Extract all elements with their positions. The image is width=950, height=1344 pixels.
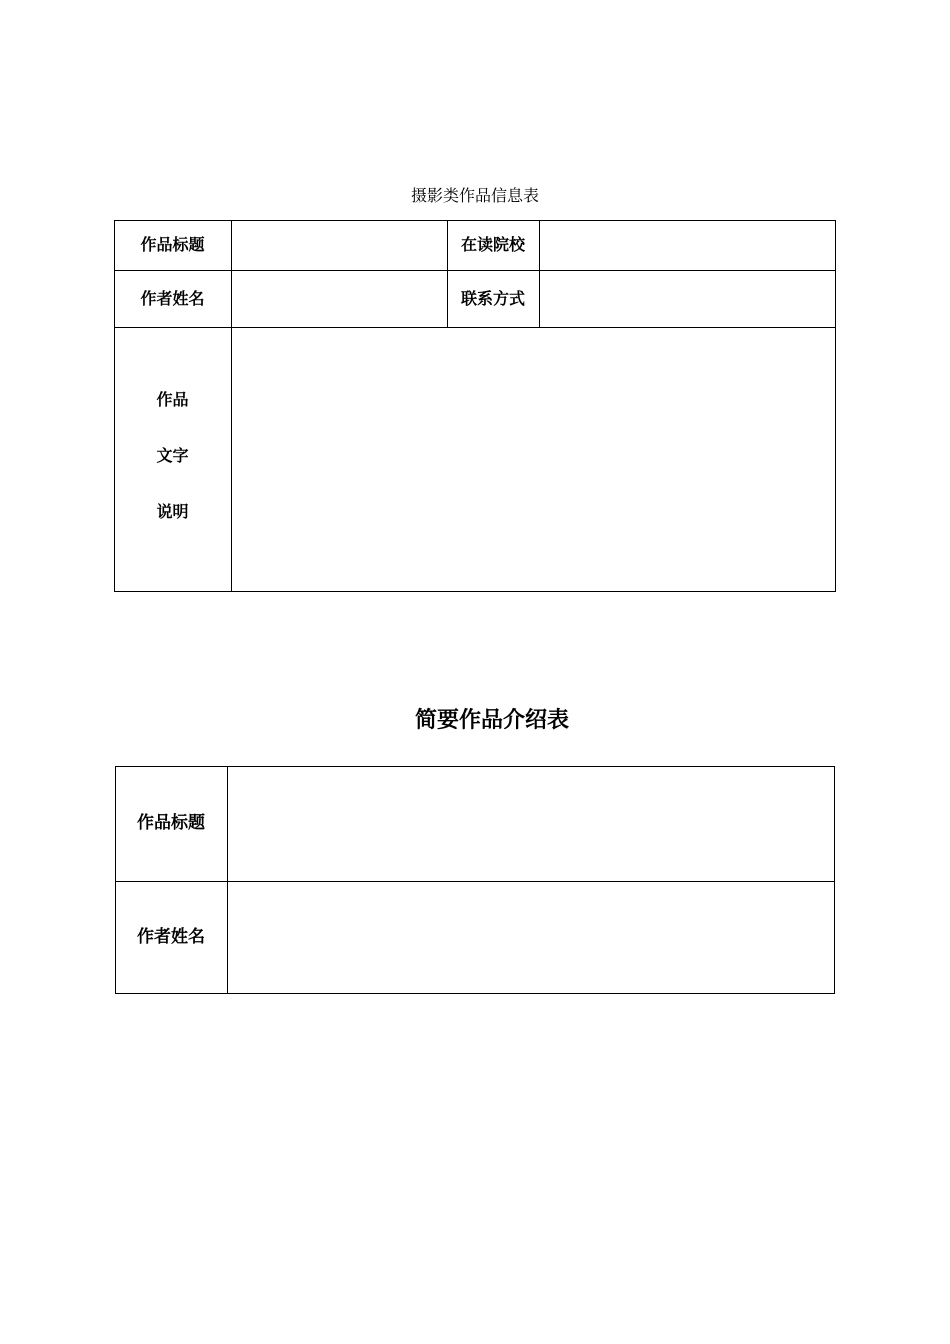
school-label: 在读院校 bbox=[460, 235, 525, 254]
form2-work-title-label: 作品标题 bbox=[137, 813, 205, 833]
description-label-line1: 作品 bbox=[156, 390, 189, 409]
form2-work-title-field[interactable] bbox=[228, 767, 834, 881]
form2-author-label: 作者姓名 bbox=[137, 927, 205, 947]
description-label-line3: 说明 bbox=[156, 502, 189, 521]
description-field[interactable] bbox=[232, 328, 835, 591]
author-label: 作者姓名 bbox=[140, 289, 205, 308]
work-title-label: 作品标题 bbox=[140, 235, 205, 254]
contact-field[interactable] bbox=[540, 271, 835, 327]
contact-label: 联系方式 bbox=[460, 289, 525, 308]
school-field[interactable] bbox=[540, 221, 835, 270]
form2-author-field[interactable] bbox=[228, 882, 834, 993]
work-title-field[interactable] bbox=[232, 221, 447, 270]
form2-title: 简要作品介绍表 bbox=[414, 708, 569, 733]
form1-title: 摄影类作品信息表 bbox=[410, 186, 539, 205]
author-field[interactable] bbox=[232, 271, 447, 327]
description-label-line2: 文字 bbox=[156, 446, 189, 465]
